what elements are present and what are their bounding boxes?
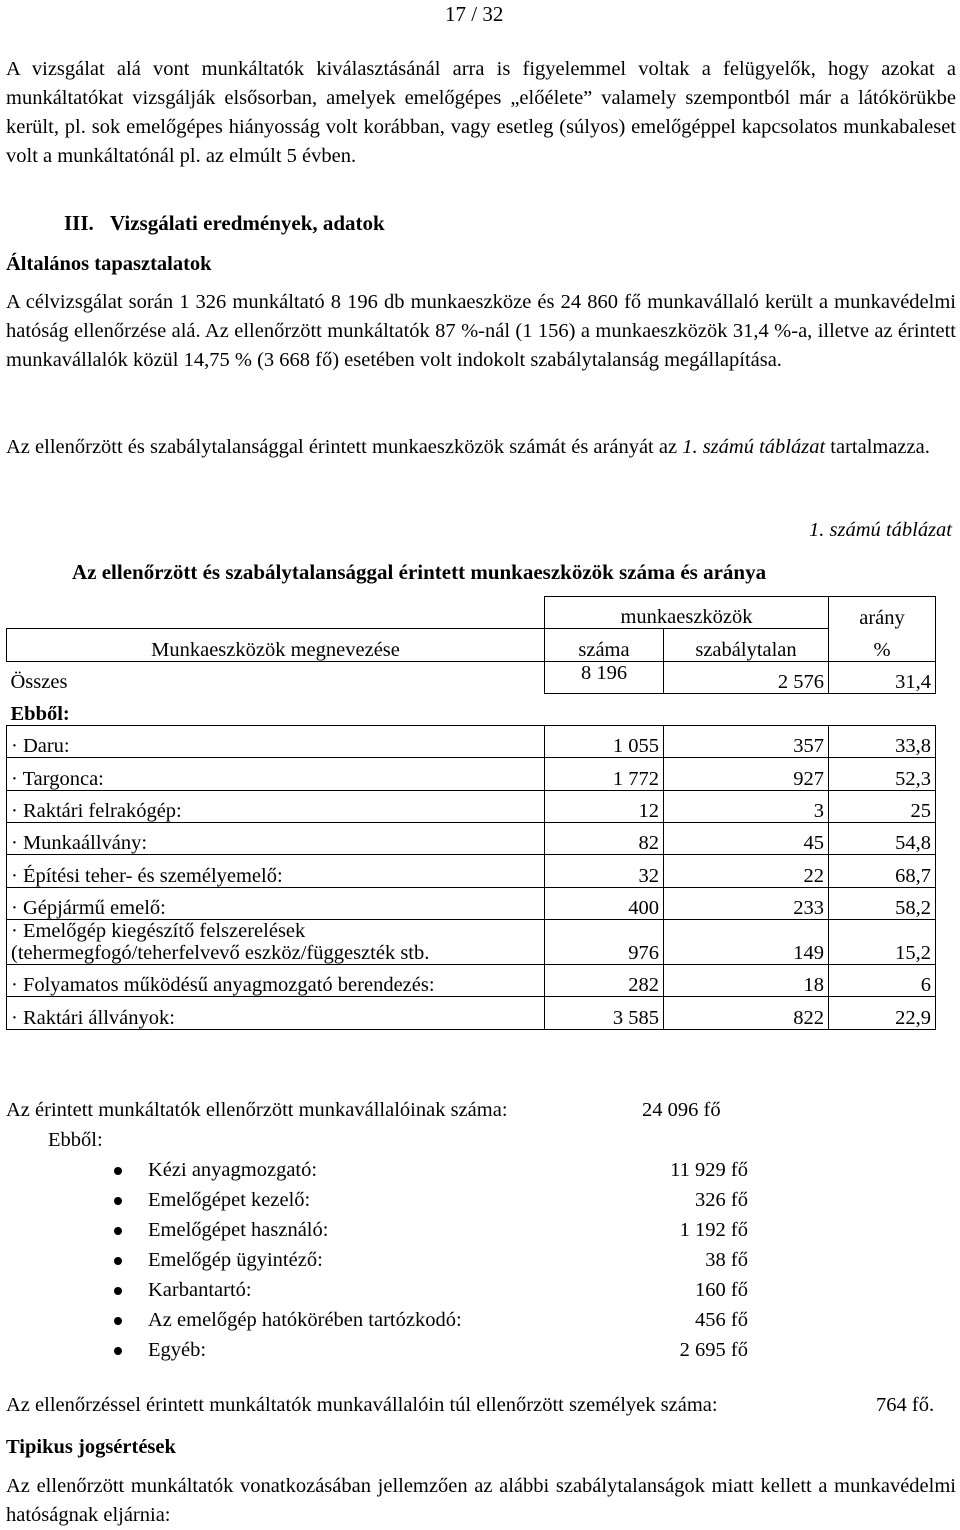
list-item-label: Az emelőgép hatókörében tartózkodó: [148, 1309, 462, 1331]
others-label: Az ellenőrzéssel érintett munkáltatók munkavállalóin túl ellenőrzött személyek száma: [6, 1394, 718, 1416]
list-item [6, 1156, 748, 1186]
list-item [6, 1336, 748, 1366]
table-row [7, 726, 936, 758]
cell-count: 400 [545, 887, 664, 919]
cell-label: Ebből: [7, 693, 545, 725]
list-item-value: 160 fő [695, 1279, 748, 1301]
cell-pct: 52,3 [829, 758, 936, 790]
bullet-icon [114, 1167, 122, 1175]
table-row-total [7, 661, 936, 693]
cell-count: 282 [545, 964, 664, 996]
cell-irregular: 927 [664, 758, 829, 790]
cell-label: · Daru: [7, 726, 545, 758]
bullet-icon [114, 1287, 122, 1295]
cell-count: 32 [545, 855, 664, 887]
page-number: 17 / 32 [445, 2, 504, 26]
cell-pct: 6 [829, 964, 936, 996]
bullet-icon [114, 1227, 122, 1235]
bullet-icon [114, 1257, 122, 1265]
cell-count: 12 [545, 790, 664, 822]
cell-count: 82 [545, 823, 664, 855]
others-value: 764 fő. [876, 1394, 935, 1416]
cell-irregular: 22 [664, 855, 829, 887]
bullet-icon [114, 1347, 122, 1355]
header-ratio: arány [829, 597, 936, 629]
section-title: Vizsgálati eredmények, adatok [110, 211, 385, 235]
table-row [7, 855, 936, 887]
table-row [7, 919, 936, 964]
cell-label: Összes [10, 671, 68, 694]
workers-total-row [6, 1096, 748, 1126]
table-row-of-which [7, 693, 936, 725]
cell-irregular: 2 576 [664, 661, 829, 693]
cell-pct: 15,2 [829, 919, 936, 964]
typical-paragraph: Az ellenőrzött munkáltatók vonatkozásában jellemzően az alábbi szabálytalanságok miatt kellett a munkavédelmi hatóságnak eljárnia: [6, 1475, 956, 1526]
list-item [6, 1216, 748, 1246]
cell-label: · Munkaállvány: [7, 823, 545, 855]
cell-count: 1 055 [545, 726, 664, 758]
cell-irregular: 357 [664, 726, 829, 758]
table-row [7, 823, 936, 855]
cell-count: 1 772 [545, 758, 664, 790]
equipment-table [6, 596, 936, 1030]
table-row [7, 997, 936, 1029]
header-count: száma [545, 629, 664, 661]
cell-label: · Raktári állványok: [7, 997, 545, 1029]
cell-pct: 68,7 [829, 855, 936, 887]
cell-label-line: · Emelőgép kiegészítő felszerelések [11, 919, 306, 942]
intro-paragraph: A vizsgálat alá vont munkáltatók kiválasztásánál arra is figyelemmel voltak a felügyelők, hogy azokat a munkáltatókat vizsgálják elsősorban, amelyek emelőgépes „előélete” valamely szempontból már a látókörükbe került, pl. sok emelőgépes hiányosság volt korábban, vagy esetleg (súlyos) emelőgéppel kapcsolatos munkabaleset volt a munkáltatónál pl. az elmúlt 5 évben. [6, 58, 956, 167]
list-item-label: Karbantartó: [148, 1279, 252, 1301]
cell-label: · Gépjármű emelő: [7, 887, 545, 919]
list-item-value: 456 fő [695, 1309, 748, 1331]
list-item-label: Kézi anyagmozgató: [148, 1159, 318, 1181]
workers-total-label: Az érintett munkáltatók ellenőrzött munkavállalóinak száma: [6, 1099, 508, 1121]
table-row [7, 790, 936, 822]
cell-irregular: 3 [664, 790, 829, 822]
cell-pct: 31,4 [829, 661, 936, 693]
table-row [7, 758, 936, 790]
others-row [6, 1391, 951, 1420]
cell-irregular: 45 [664, 823, 829, 855]
workers-of-which: Ebből: [48, 1129, 103, 1151]
table-header-row-1 [7, 597, 936, 629]
cell-irregular: 233 [664, 887, 829, 919]
table-ref-italic: 1. számú táblázat [682, 436, 826, 458]
subheading-general: Általános tapasztalatok [6, 253, 212, 275]
list-item [6, 1186, 748, 1216]
table-ref-text: Az ellenőrzött és szabálytalansággal érintett munkaeszközök számát és arányát az [6, 436, 683, 458]
cell-label [7, 919, 545, 964]
list-item [6, 1246, 748, 1276]
workers-summary [6, 1096, 748, 1366]
table-header-row-2 [7, 629, 936, 661]
workers-total-value: 24 096 fő [642, 1099, 721, 1121]
cell-label-line: (tehermegfogó/teherfelvevő eszköz/függeszték stb. [11, 941, 430, 964]
table-reference-paragraph [6, 433, 956, 462]
list-item [6, 1306, 748, 1336]
list-item-value: 1 192 fő [679, 1219, 748, 1241]
section-number: III. [64, 211, 94, 235]
list-item [6, 1276, 748, 1306]
cell-irregular: 18 [664, 964, 829, 996]
list-item-value: 11 929 fő [670, 1159, 748, 1181]
workers-of-which-row [6, 1126, 748, 1156]
header-irregular: szabálytalan [664, 629, 829, 661]
cell-label: · Építési teher- és személyemelő: [7, 855, 545, 887]
list-item-label: Emelőgépet használó: [148, 1219, 329, 1241]
cell-pct: 33,8 [829, 726, 936, 758]
bullet-icon [114, 1317, 122, 1325]
section-heading [64, 209, 385, 238]
table-ref-suffix: tartalmazza. [825, 436, 930, 458]
cell-pct: 22,9 [829, 997, 936, 1029]
list-item-label: Emelőgép ügyintéző: [148, 1249, 323, 1271]
list-item-value: 326 fő [695, 1189, 748, 1211]
bullet-icon [114, 1197, 122, 1205]
subheading-typical: Tipikus jogsértések [6, 1436, 176, 1458]
list-item-value: 38 fő [705, 1249, 748, 1271]
cell-label: · Folyamatos működésű anyagmozgató berendezés: [7, 964, 545, 996]
cell-count: 8 196 [545, 661, 664, 693]
cell-pct: 25 [829, 790, 936, 822]
table-title: Az ellenőrzött és szabálytalansággal érintett munkaeszközök száma és aránya [72, 560, 767, 584]
header-group: munkaeszközök [545, 597, 829, 629]
cell-pct: 54,8 [829, 823, 936, 855]
cell-irregular: 822 [664, 997, 829, 1029]
cell-irregular: 149 [664, 919, 829, 964]
list-item-label: Emelőgépet kezelő: [148, 1189, 311, 1211]
cell-label: · Raktári felrakógép: [7, 790, 545, 822]
list-item-value: 2 695 fő [679, 1339, 748, 1361]
general-paragraph: A célvizsgálat során 1 326 munkáltató 8 196 db munkaeszköze és 24 860 fő munkavállaló került a munkavédelmi hatóság ellenőrzése alá. Az ellenőrzött munkáltatók 87 %-nál (1 156) a munkaeszközök 31,4 %-a, illetve az érintett munkavállalók közül 14,75 % (3 668 fő) esetében volt indokolt szabálytalanság megállapítása. [6, 291, 956, 371]
list-item-label: Egyéb: [148, 1339, 207, 1361]
cell-label: · Targonca: [7, 758, 545, 790]
header-name: Munkaeszközök megnevezése [7, 629, 545, 661]
table-caption: 1. számú táblázat [809, 519, 952, 541]
table-row [7, 964, 936, 996]
cell-count: 3 585 [545, 997, 664, 1029]
cell-count: 976 [545, 919, 664, 964]
table-row [7, 887, 936, 919]
header-pct: % [829, 629, 936, 661]
cell-pct: 58,2 [829, 887, 936, 919]
